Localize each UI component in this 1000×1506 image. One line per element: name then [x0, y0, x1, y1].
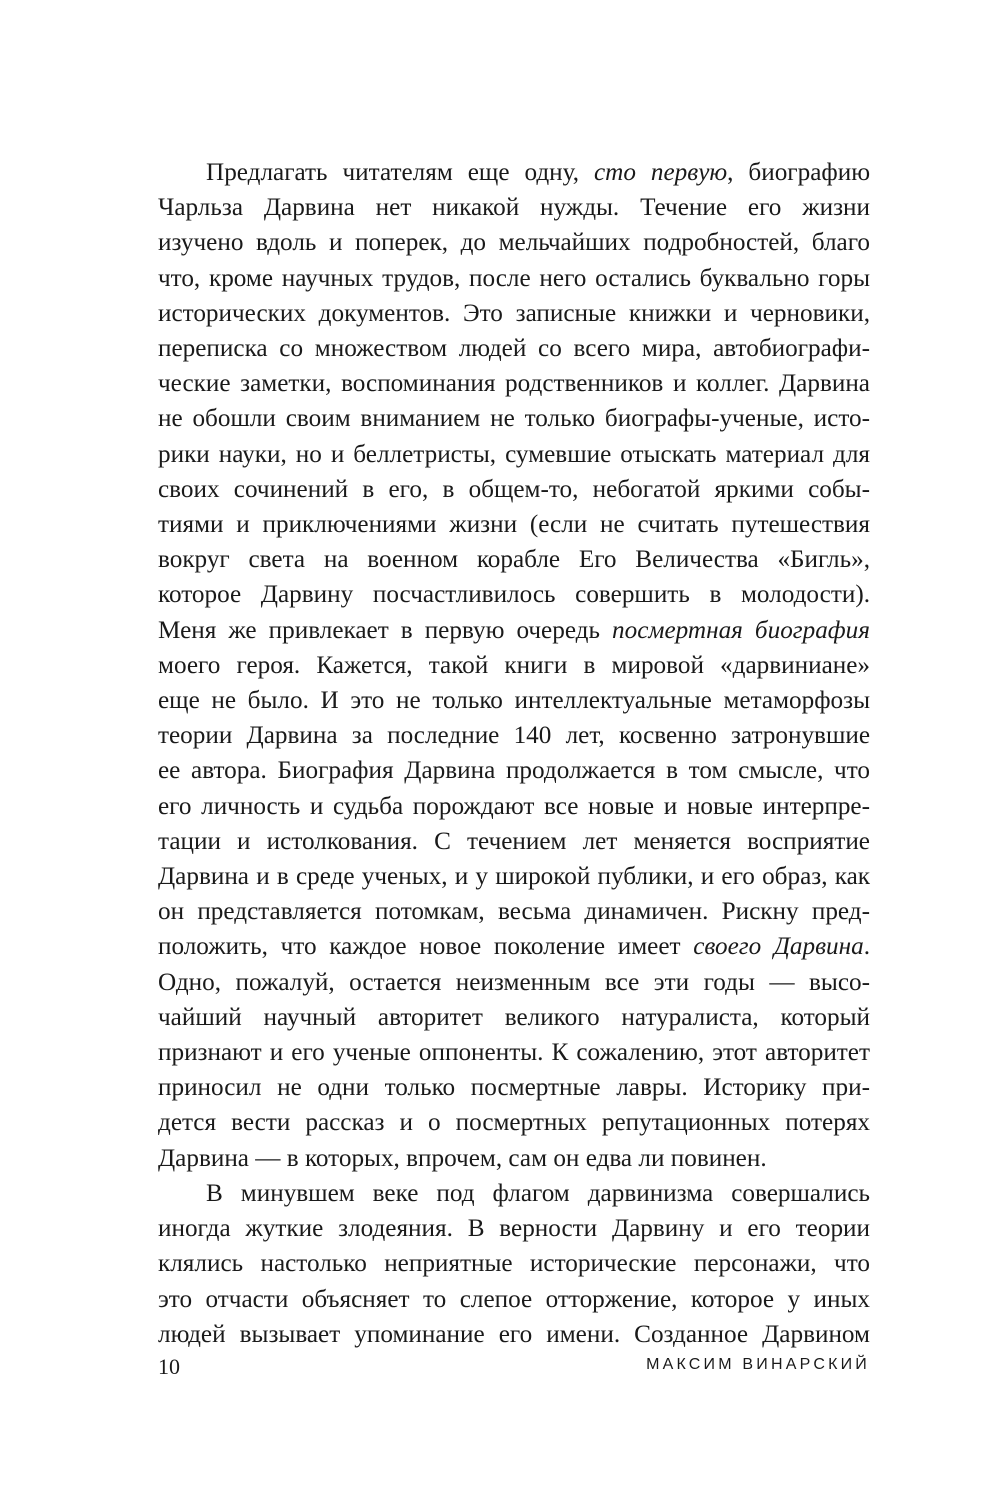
text-line: Предлагать читателям еще одну, сто первую, биографию — [206, 159, 871, 186]
text-line: признают и его ученые оппоненты. К сожалению, этот авторитет — [158, 1039, 870, 1067]
text-line: Дарвина и в среде ученых, и у широкой публики, и его образ, как — [158, 863, 870, 891]
text-line: исторических документов. Это записные книжки и черновики, — [158, 299, 870, 327]
text-line: Чарльза Дарвина нет никакой нужды. Течение его жизни — [158, 194, 870, 222]
text-line: клялись настолько неприятные исторические персонажи, что — [158, 1250, 870, 1278]
text-line: еще не было. И это не только интеллектуальные метаморфозы — [158, 687, 870, 715]
text-line: тиями и приключениями жизни (если не считать путешествия — [158, 511, 870, 539]
text-line: вокруг света на военном корабле Его Величества «Бигль», — [158, 546, 870, 574]
running-head-author: МАКСИМ ВИНАРСКИЙ — [646, 1356, 870, 1373]
text-line: рики науки, но и беллетристы, сумевшие отыскать материал для — [158, 440, 870, 468]
text-line: тации и истолкования. С течением лет меняется восприятие — [158, 827, 870, 855]
text-line: чайший научный авторитет великого натуралиста, который — [158, 1003, 870, 1031]
text-line: Одно, пожалуй, остается неизменным все эти годы — высо- — [158, 968, 870, 996]
text-line: его личность и судьба порождают все новые и новые интерпре- — [158, 792, 870, 820]
text-line: своих сочинений в его, в общем-то, небогатой яркими собы- — [158, 475, 870, 503]
text-line: ее автора. Биография Дарвина продолжается в том смысле, что — [158, 757, 870, 785]
text-line: иногда жуткие злодеяния. В верности Дарвину и его теории — [158, 1215, 870, 1243]
text-line: моего героя. Кажется, такой книги в мировой «дарвиниане» — [158, 651, 870, 679]
text-line: положить, что каждое новое поколение имеет своего Дарвина. — [158, 933, 870, 961]
italic-emphasis: сто первую — [593, 159, 728, 186]
text-line: дется вести рассказ и о посмертных репутационных потерях — [158, 1109, 870, 1137]
italic-emphasis: посмертная биография — [612, 616, 870, 644]
text-line: переписка со множеством людей со всего мира, автобиографи- — [158, 335, 870, 363]
page-footer — [158, 1354, 870, 1384]
text-line: не обошли своим вниманием не только биографы-ученые, исто- — [158, 405, 870, 433]
text-line: Дарвина — в которых, впрочем, сам он едва ли повинен. — [158, 1144, 767, 1172]
italic-emphasis: своего Дарвина — [693, 933, 864, 961]
body-text — [158, 155, 870, 1352]
text-line: теории Дарвина за последние 140 лет, косвенно затронувшие — [158, 722, 870, 750]
page-number: 10 — [158, 1354, 180, 1379]
text-line: людей вызывает упоминание его имени. Созданное Дарвином — [158, 1320, 870, 1348]
text-line: Меня же привлекает в первую очередь посмертная биография — [158, 616, 870, 644]
text-line: это отчасти объясняет то слепое отторжение, которое у иных — [158, 1285, 870, 1313]
text-line: В минувшем веке под флагом дарвинизма совершались — [206, 1179, 870, 1207]
text-line: он представляется потомкам, весьма динамичен. Рискну пред- — [158, 898, 870, 926]
text-line: изучено вдоль и поперек, до мельчайших подробностей, благо — [158, 229, 870, 257]
text-line: приносил не одни только посмертные лавры. Историку при- — [158, 1074, 870, 1102]
text-line: которое Дарвину посчастливилось совершить в молодости). — [158, 581, 870, 609]
text-line: ческие заметки, воспоминания родственников и коллег. Дарвина — [158, 370, 870, 398]
text-line: что, кроме научных трудов, после него остались буквально горы — [158, 264, 870, 292]
